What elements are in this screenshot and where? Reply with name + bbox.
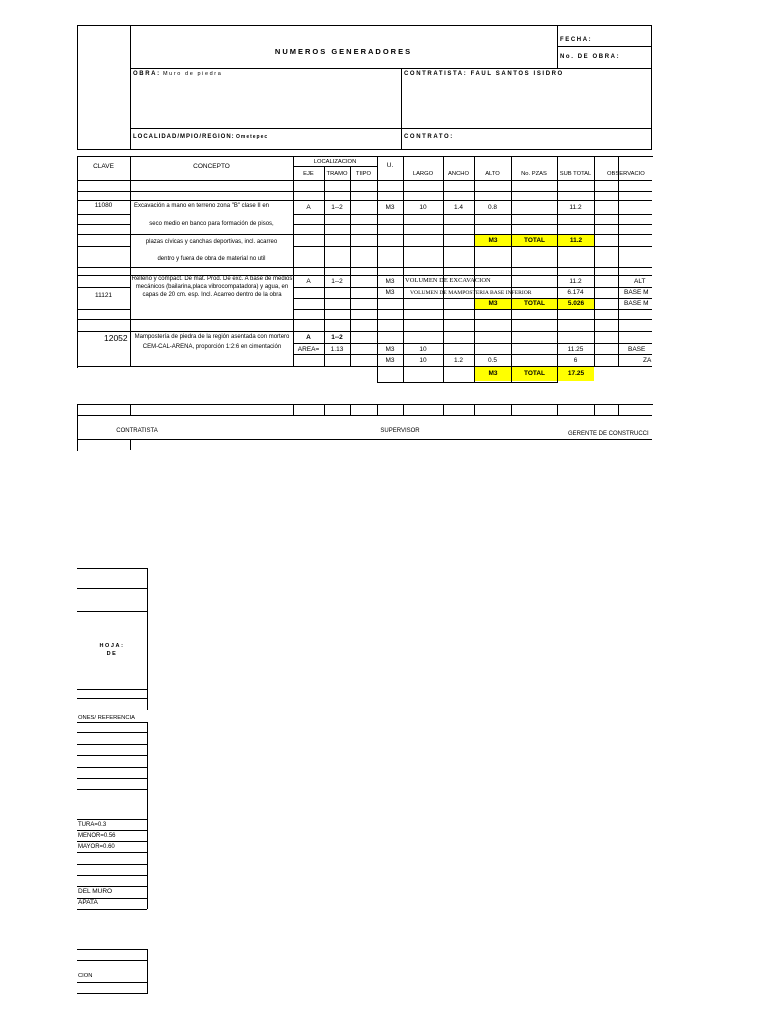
zapata-note: APATA [78, 899, 98, 906]
item1-eje: A [306, 204, 311, 211]
no-obra-label: No. DE OBRA: [560, 54, 621, 60]
item3-tramo: 1--2 [331, 334, 343, 341]
col-observaciones: OBSERVACIO [607, 171, 645, 177]
item3-area-value: 1.13 [330, 346, 344, 353]
item3-u1: M3 [385, 346, 395, 353]
de-label: DE [106, 651, 118, 657]
item2-tramo: 1--2 [331, 278, 343, 285]
hoja-label: HOJA: [99, 643, 125, 649]
item1-tramo: 1--2 [331, 204, 343, 211]
item1-concepto-line2: seco medio en banco para formación de pisos, [149, 221, 274, 227]
item2-desc2: VOLUMEN DE MAMPOSTERIA BASE INFERIOR [410, 290, 532, 296]
item3-area-label: AREA= [297, 346, 320, 353]
localidad-value: Ometepec [236, 134, 269, 140]
muro-note: DEL MURO [78, 888, 113, 895]
item2-eje: A [306, 278, 311, 285]
item3-concepto: Mampostería de piedra de la región asentada con mortero CEM-CAL-ARENA, proporción 1:2:6 en cimentación [134, 334, 290, 350]
item1-alto: 0.8 [487, 204, 498, 211]
item2-obs3: BASE M [624, 300, 649, 307]
item3-largo2: 10 [419, 357, 427, 364]
item3-alto2: 0.5 [487, 357, 498, 364]
item2-total-unit: M3 [475, 299, 511, 309]
col-localizacion: LOCALIZACION [313, 159, 357, 165]
item2-clave: 11121 [94, 292, 113, 299]
item1-total-unit: M3 [475, 235, 511, 246]
sheet-title: NUMEROS GENERADORES [274, 47, 413, 56]
contratista-label: CONTRATISTA: FAUL SANTOS ISIDRO [404, 71, 564, 77]
col-clave: CLAVE [93, 163, 114, 170]
item1-total-value: 11.2 [558, 235, 594, 246]
col-eje: EJE [303, 171, 314, 177]
item2-total-value: 5.026 [558, 299, 594, 309]
item3-clave: 12052 [104, 333, 128, 343]
cion-label: CION [78, 973, 93, 979]
item3-eje: A [306, 334, 311, 341]
item1-total-label: TOTAL [512, 235, 557, 246]
item2-sub2: 6.174 [567, 289, 584, 296]
item3-largo1: 10 [419, 346, 427, 353]
item1-u: M3 [385, 204, 395, 211]
contratista-signature: CONTRATISTA [116, 428, 158, 434]
item2-u2: M3 [385, 289, 395, 296]
obs-ref-label: ONES/ REFERENCIA [78, 715, 136, 721]
item1-ancho: 1.4 [453, 204, 464, 211]
item1-largo: 10 [419, 204, 427, 211]
col-sub-total: SUB TOTAL [559, 171, 592, 177]
obra-value: Muro de piedra [163, 71, 223, 77]
item2-desc1: VOLUMEN DE EXCAVACION [405, 277, 491, 284]
item2-total-label: TOTAL [512, 299, 557, 309]
item3-sub1: 11.25 [567, 346, 584, 353]
item2-obs2: BASE M [624, 289, 649, 296]
col-largo: LARGO [412, 171, 434, 177]
item3-total-value: 17.25 [558, 367, 594, 381]
item1-clave: 11080 [94, 202, 113, 209]
col-ancho: ANCHO [448, 171, 469, 177]
item3-obs2: ZA [643, 357, 652, 364]
altura-note: TURA=0.3 [78, 822, 107, 828]
item3-total-unit: M3 [475, 367, 511, 381]
item2-concepto: Relleno y compact. De mat. Prod. De exc. A base de medios mecánicos (bailarina,placa vibrocompatadora) y agua, en capas de 20 cm. esp. Incl. Acarreo dentro de la obra [131, 276, 293, 298]
item3-u2: M3 [385, 357, 395, 364]
base-mayor-note: MAYOR=0.60 [78, 844, 115, 850]
obra-label: OBRA: [133, 71, 161, 77]
item1-concepto-line3: plazas cívicas y canchas deportivas, incl. acarreo [145, 239, 278, 245]
item3-total-label: TOTAL [512, 367, 557, 381]
col-no-pzas: No. PZAS [521, 171, 547, 177]
fecha-label: FECHA: [560, 37, 593, 43]
base-menor-note: MENOR=0.56 [78, 833, 116, 839]
item3-obs1: BASE [628, 346, 646, 353]
col-tramo: TRAMO [326, 171, 348, 177]
item3-ancho2: 1.2 [453, 357, 464, 364]
item1-concepto-line1: Excavación a mano en terreno zona "B" clase II en [134, 203, 270, 209]
col-alto: ALTO [485, 171, 500, 177]
item3-sub2: 6 [573, 357, 578, 364]
col-u: U. [386, 162, 394, 169]
supervisor-signature: SUPERVISOR [380, 428, 420, 434]
contrato-label: CONTRATO: [404, 134, 454, 140]
col-tipo: TIIPO [355, 171, 372, 177]
item2-u1: M3 [385, 278, 395, 285]
item1-concepto-line4: dentro y fuera de obra de material no util [157, 256, 266, 262]
localidad-label: LOCALIDAD/MPIO/REGION: [133, 134, 235, 140]
item1-sub-total: 11.2 [569, 204, 582, 211]
gerente-signature: GERENTE DE CONSTRUCCI [568, 431, 649, 437]
item2-obs1: ALT [634, 278, 646, 285]
item2-sub1: 11.2 [569, 278, 582, 285]
col-concepto: CONCEPTO [193, 163, 230, 170]
